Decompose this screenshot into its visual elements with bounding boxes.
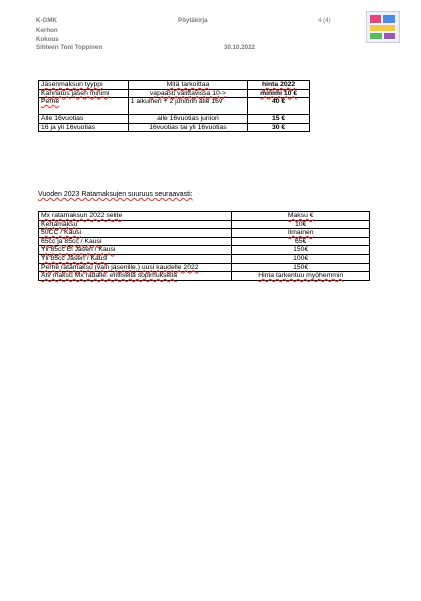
table-cell: 16 ja yli 16vuotias: [39, 123, 129, 132]
table-cell: Yli 85cc Jäsen / Kausi: [39, 254, 232, 263]
table-cell: 30 €: [248, 123, 310, 132]
table-cell: alle 16vuotias juniori: [128, 115, 247, 124]
table-header-row: [39, 212, 370, 221]
table-cell: 16vuotias tai yli 16vuotias: [128, 123, 247, 132]
table-row: [39, 123, 310, 132]
table-cell: vapaasti valittavissa 10->: [128, 89, 247, 98]
table-cell: 50CC / Kausi: [39, 229, 232, 238]
table-cell: Hinta tarkentuu myöhemmin: [232, 272, 370, 281]
table-cell: 15 €: [248, 115, 310, 124]
table-cell: Ilmainen: [232, 229, 370, 238]
table-cell: minimi 10 €: [248, 89, 310, 98]
table-cell: Alle 16vuotias: [39, 115, 129, 124]
table-header-cell: Mx ratamaksun 2022 selite: [39, 212, 232, 221]
table-cell: Perhe: [39, 98, 129, 115]
table-cell: 40 €: [248, 98, 310, 115]
table-row: [39, 98, 310, 115]
table-row: [39, 246, 370, 255]
table-cell: 150€: [232, 263, 370, 272]
table-cell: 1 aikuinen + 2 juniorin alle 16v: [128, 98, 247, 115]
table-cell: Kannatus jäsen minimi: [39, 89, 129, 98]
table-row: [39, 89, 310, 98]
track-fee-table: [38, 211, 370, 281]
membership-fee-table: [38, 80, 310, 132]
table-row: [39, 254, 370, 263]
table-cell: 10€: [232, 220, 370, 229]
table-row: [39, 272, 370, 281]
table-cell: Atv maksu Mx radalle. erillisellä sopimuksella: [39, 272, 232, 281]
table-row: [39, 263, 370, 272]
org-name: K-GMK: [36, 17, 57, 24]
table-cell: Yli 85cc Ei Jäsen / Kausi: [39, 246, 232, 255]
meeting-date: 30.10.2022: [224, 44, 255, 51]
table-row: [39, 115, 310, 124]
table-header-cell: hinta 2022: [248, 81, 310, 90]
table-cell: Perhe ratamaksu (vain jäsenille.) uusi kaudelle 2022: [39, 263, 232, 272]
secretary: Sihteeri Toni Toppinen: [36, 44, 103, 51]
table-cell: Kertamaksu: [39, 220, 232, 229]
page-number: 4 (4): [318, 17, 331, 24]
table-row: [39, 229, 370, 238]
table-cell: 65cc ja 85cc / Kausi: [39, 237, 232, 246]
table-header-cell: Maksu €: [232, 212, 370, 221]
track-fee-intro: Vuoden 2023 Ratamaksujen suuruus seuraavasti:: [38, 191, 193, 198]
doc-type: Pöytäkirja: [178, 17, 208, 24]
table-row: [39, 237, 370, 246]
table-cell: 150€: [232, 246, 370, 255]
table-cell: 65€: [232, 237, 370, 246]
table-row: [39, 220, 370, 229]
table-header-row: [39, 81, 310, 90]
table-header-cell: Jäsenmaksun tyyppi: [39, 81, 129, 90]
header-line-3: Kokous: [36, 36, 59, 43]
header-line-2: Kerhon: [36, 27, 58, 34]
table-cell: 100€: [232, 254, 370, 263]
table-header-cell: Mitä tarkoittaa: [128, 81, 247, 90]
club-logo-icon: [366, 11, 400, 43]
